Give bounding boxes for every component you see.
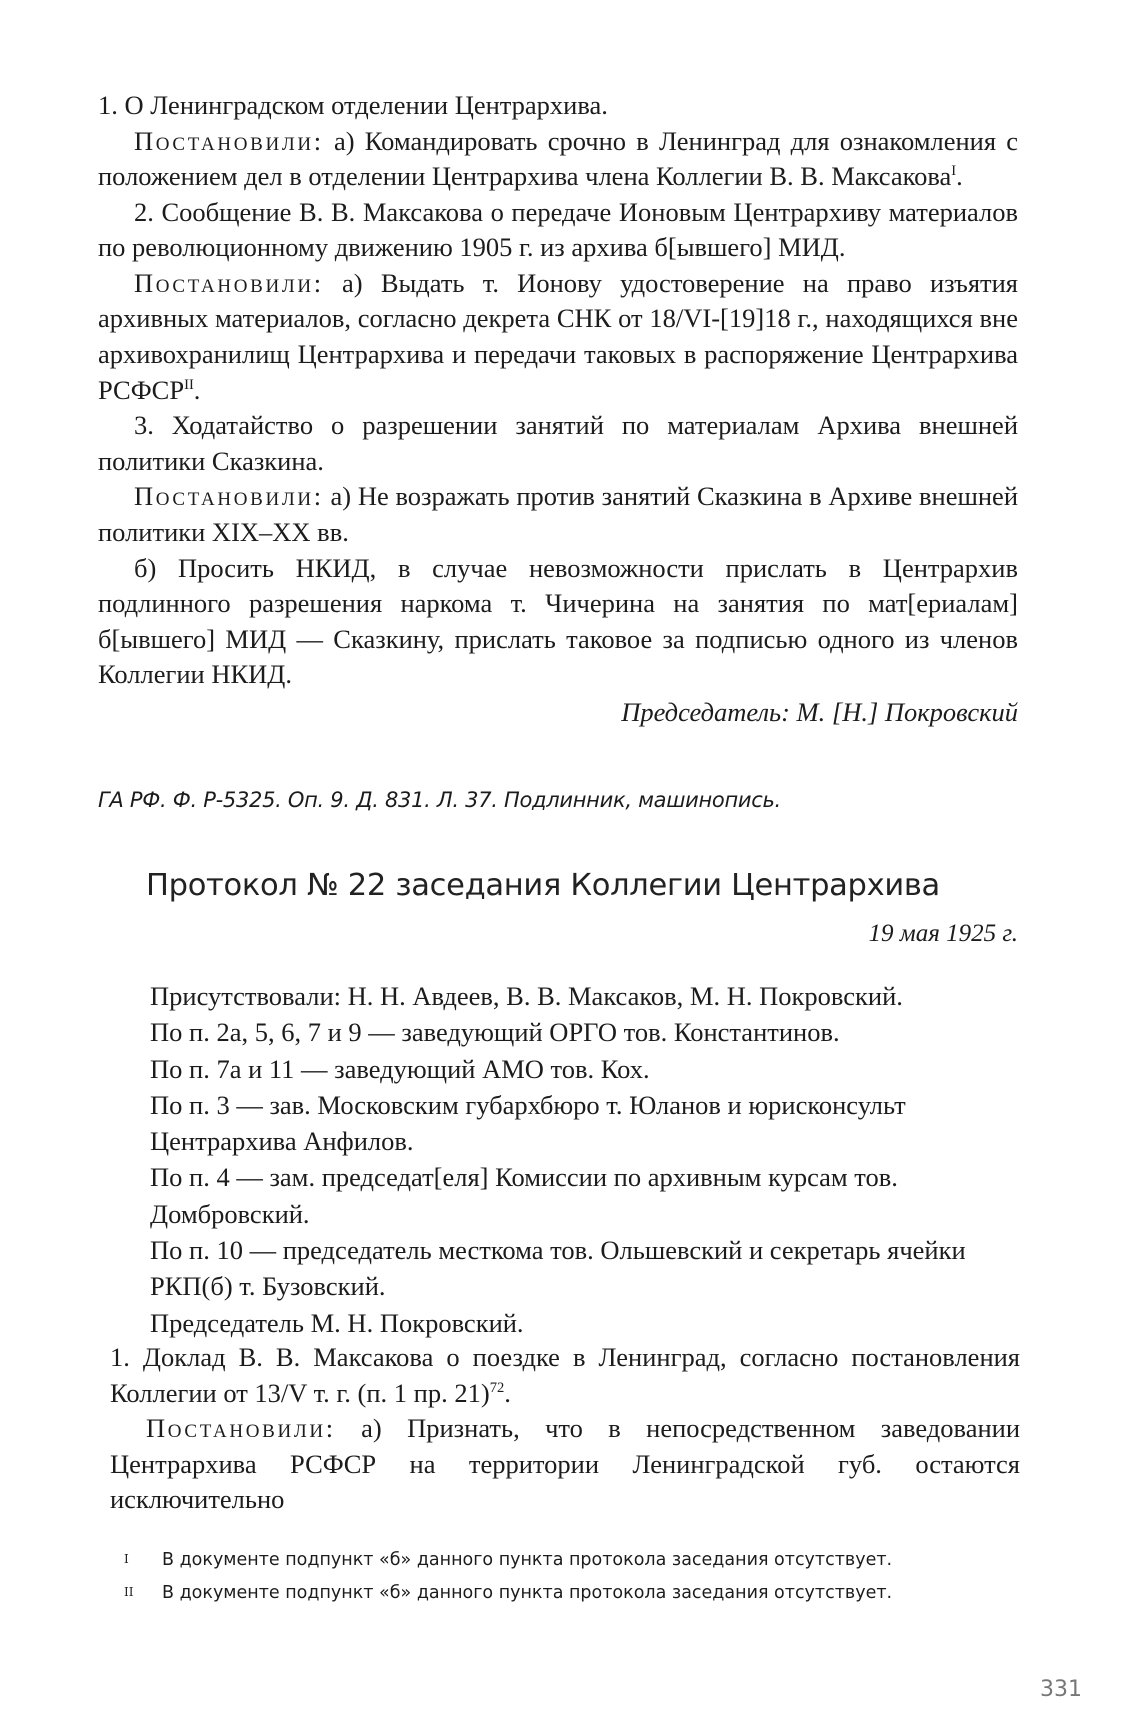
resolved-label: Постановили: bbox=[146, 1413, 336, 1444]
item2-resolution-text: а) Выдать т. Ионову удостоверение на право изъятия архивных материалов, согласно декрета СНК от 18/VI-[19]18 г., находящихся вне архивохранилищ Центрархива и передачи таковых в распоряжение Центрархива РСФСР bbox=[98, 267, 1018, 405]
protocol-date: 19 мая 1925 г. bbox=[868, 920, 1018, 947]
footnote-text: В документе подпункт «б» данного пункта протокола заседания отсутствует. bbox=[162, 1550, 893, 1570]
attendance-line: По п. 7а и 11 — заведующий АМО тов. Кох. bbox=[150, 1053, 650, 1084]
footnote-ref: I bbox=[951, 163, 957, 180]
attendance-list bbox=[150, 978, 1030, 1341]
resolved-label: Постановили: bbox=[134, 267, 324, 298]
p22-item1-title: 1. Доклад В. В. Максакова о поездке в Ленинград, согласно постановления Коллегии от 13/V т. г. (п. 1 пр. 21)$^{72}$. bbox=[110, 1342, 1020, 1408]
resolved-label: Постановили: bbox=[134, 125, 324, 156]
attendance-line: По п. 4 — зам. председат[еля] Комиссии по архивным курсам тов. Домбровский. bbox=[150, 1162, 898, 1229]
p22-item1-title-text: 1. Доклад В. В. Максакова о поездке в Ленинград, согласно постановления Коллегии от 13/V т. г. (п. 1 пр. 21) bbox=[110, 1342, 1020, 1408]
attendance-line: Присутствовали: Н. Н. Авдеев, В. В. Максаков, М. Н. Покровский. bbox=[150, 981, 903, 1011]
footnote-ref: II bbox=[184, 376, 194, 393]
attendance-line: По п. 10 — председатель месткома тов. Ольшевский и секретарь ячейки РКП(б) т. Бузовский. bbox=[150, 1235, 966, 1302]
protocol-heading: Протокол № 22 заседания Коллегии Центрархива bbox=[146, 868, 940, 903]
item1-resolution: Постановили: а) Командировать срочно в Ленинград для ознакомления с положением дел в отделении Центрархива члена Коллегии В. В. Максакова$^I$. bbox=[98, 125, 1018, 192]
item3-resolution-text: а) Не возражать против занятий Сказкина в Архиве внешней политики XIX–XX вв. bbox=[98, 481, 1018, 547]
footnote-mark: II bbox=[124, 1584, 134, 1599]
footnote-text: В документе подпункт «б» данного пункта протокола заседания отсутствует. bbox=[162, 1582, 893, 1603]
footnotes bbox=[124, 1548, 1024, 1613]
item3-resolution-b: б) Просить НКИД, в случае невозможности прислать в Центрархив подлинного разрешения наркома т. Чичерина на занятия по мат[ериалам] б[ывшего] МИД — Сказкину, прислать таковое за подписью одного из членов Коллегии НКИД. bbox=[98, 552, 1018, 690]
p22-item1-resolution bbox=[110, 1411, 1020, 1518]
archival-source: ГА РФ. Ф. Р-5325. Оп. 9. Д. 831. Л. 37. Подлинник, машинопись. bbox=[98, 788, 781, 812]
attendance-line: По п. 3 — зав. Московским губархбюро т. Юланов и юрисконсульт Центрархива Анфилов. bbox=[150, 1089, 906, 1157]
footnote bbox=[124, 1581, 1024, 1606]
page-number: 331 bbox=[1040, 1677, 1082, 1702]
protocol-22-body bbox=[110, 1340, 1020, 1518]
item3-title: 3. Ходатайство о разрешении занятий по материалам Архива внешней политики Сказкина. bbox=[98, 410, 1018, 476]
item3-resolution bbox=[98, 479, 1018, 550]
item1-title: 1. О Ленинградском отделении Центрархива. bbox=[98, 90, 608, 120]
attendance-line: По п. 2а, 5, 6, 7 и 9 — заведующий ОРГО тов. Константинов. bbox=[150, 1017, 840, 1048]
resolved-label: Постановили: bbox=[134, 481, 324, 512]
previous-protocol-body bbox=[98, 88, 1018, 730]
footnote-ref: 72 bbox=[489, 1379, 505, 1396]
chairman-signature: Председатель: М. [Н.] Покровский bbox=[621, 696, 1018, 727]
item2-title: 2. Сообщение В. В. Максакова о передаче Ионовым Центрархиву материалов по революционному движению 1905 г. из архива б[ывшего] МИД. bbox=[98, 196, 1018, 263]
footnote-mark: I bbox=[124, 1552, 129, 1566]
footnote bbox=[124, 1548, 1024, 1573]
item2-resolution: Постановили: а) Выдать т. Ионову удостоверение на право изъятия архивных материалов, согласно декрета СНК от 18/VI-[19]18 г., находящихся вне архивохранилищ Центрархива и передачи таковых в распоряжение Центрархива $РСФСР^{II}$. bbox=[98, 267, 1018, 405]
p22-item1-resolution-text: а) Признать, что в непосредственном заведовании Центрархива РСФСР на территории Ленинградской губ. остаются исключительно bbox=[110, 1413, 1020, 1515]
attendance-line: Председатель М. Н. Покровский. bbox=[150, 1307, 524, 1338]
item1-resolution-text: а) Командировать срочно в Ленинград для ознакомления с положением дел в отделении Центрархива члена Коллегии В. В. Максакова bbox=[98, 125, 1018, 192]
